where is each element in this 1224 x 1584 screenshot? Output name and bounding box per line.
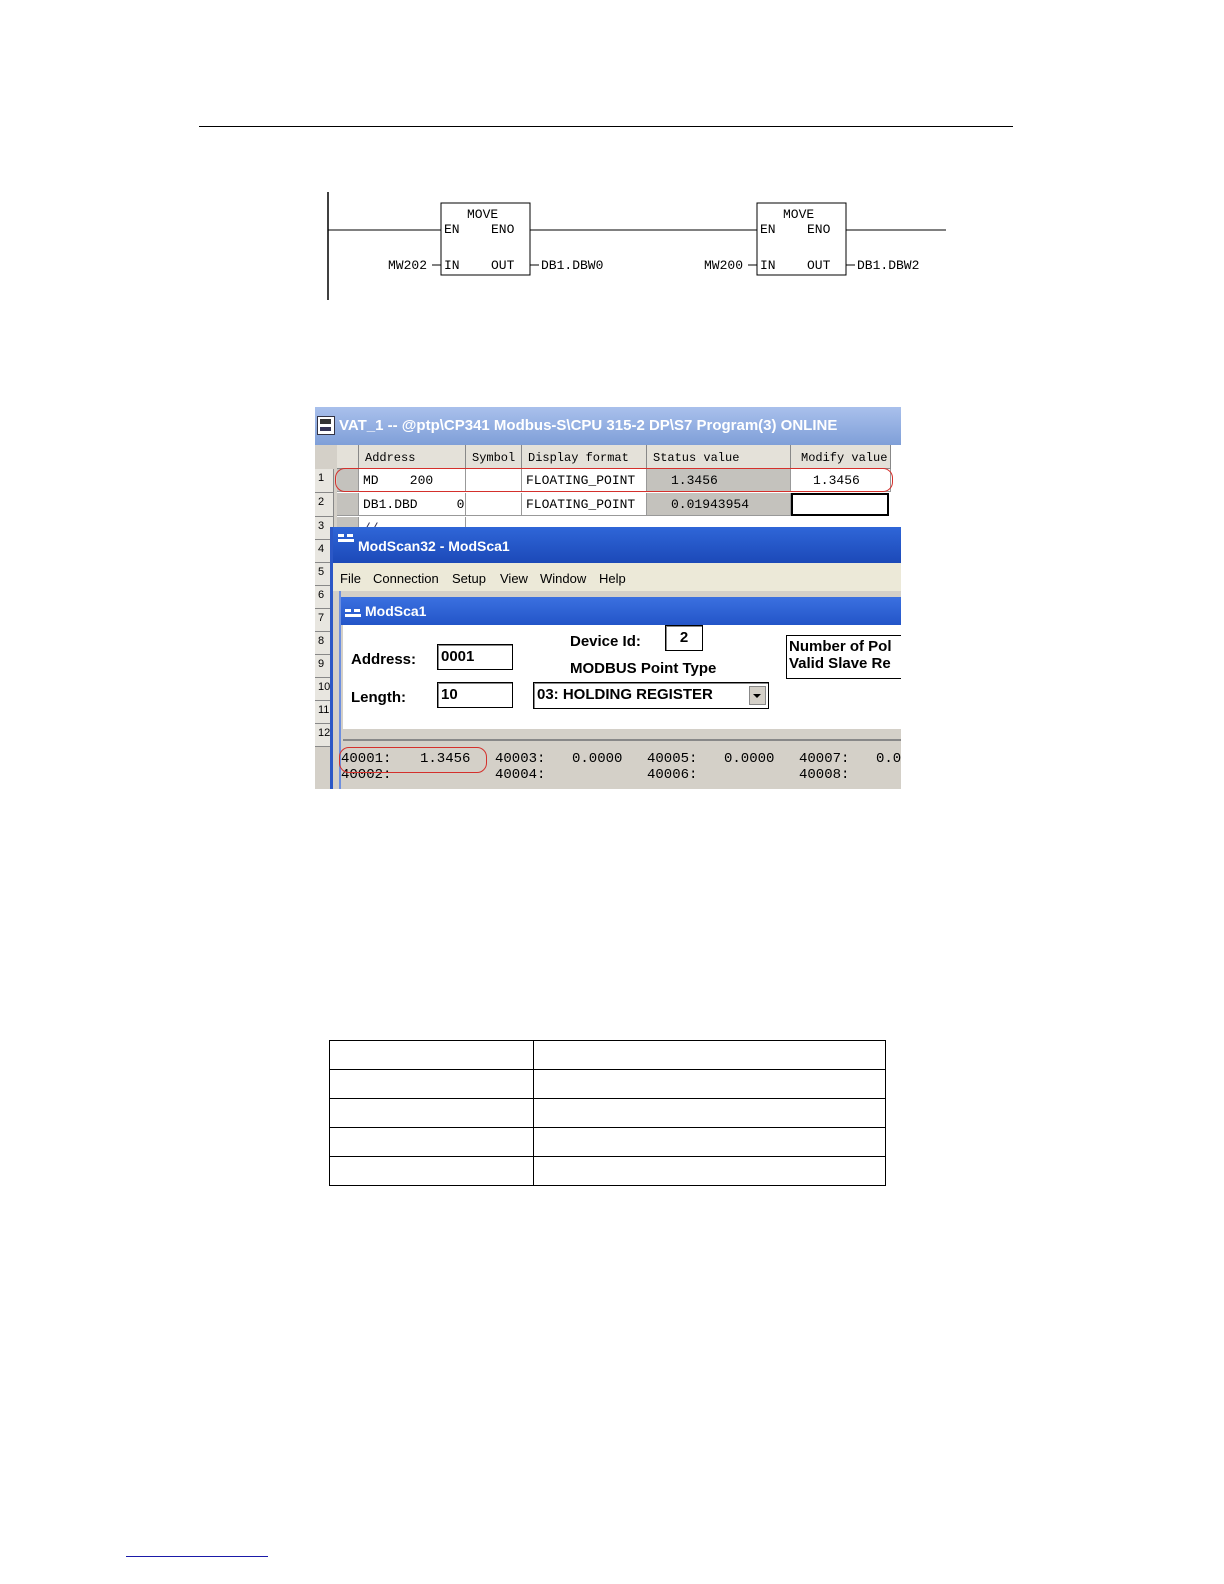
- block2-title: MOVE: [783, 207, 815, 222]
- row-number[interactable]: 5: [315, 563, 334, 586]
- menu-view[interactable]: View: [500, 571, 528, 586]
- chevron-down-icon[interactable]: [749, 686, 766, 705]
- block2-in: IN: [760, 258, 776, 273]
- poll-status-box: [786, 635, 901, 679]
- register-value: 1.3456: [420, 751, 471, 767]
- row-number[interactable]: 9: [315, 655, 334, 678]
- address-label: Address:: [351, 651, 417, 668]
- table-cell: [534, 1041, 886, 1070]
- table-cell: [330, 1099, 534, 1128]
- child-title: ModSca1: [365, 603, 427, 619]
- menu-file[interactable]: File: [340, 571, 361, 586]
- modscan-app-icon: [338, 534, 354, 544]
- cell-format[interactable]: FLOATING_POINT: [522, 493, 647, 516]
- block1-en: EN: [444, 222, 460, 237]
- row-number[interactable]: 11: [315, 701, 334, 724]
- register-label: 40007:: [799, 751, 850, 767]
- vat-title: VAT_1 -- @ptp\CP341 Modbus-S\CPU 315-2 DP\S7 Program(3) ONLINE: [339, 417, 838, 434]
- length-input[interactable]: 10: [437, 682, 513, 708]
- ladder-diagram: [320, 188, 960, 306]
- table-cell: [534, 1099, 886, 1128]
- row-number[interactable]: 2: [315, 493, 334, 517]
- block2-out-operand: DB1.DBW2: [857, 258, 920, 273]
- menu-help[interactable]: Help: [599, 571, 626, 586]
- register-value: 0.0000: [572, 751, 623, 767]
- row-number[interactable]: 3: [315, 517, 334, 540]
- header-rule: [199, 126, 1013, 127]
- col-status-value[interactable]: Status value: [647, 445, 791, 469]
- cell-address[interactable]: DB1.DBD 0: [359, 493, 466, 516]
- table-row: [330, 1157, 886, 1186]
- table-cell: [330, 1128, 534, 1157]
- block1-out-operand: DB1.DBW0: [541, 258, 604, 273]
- block1-out: OUT: [491, 258, 515, 273]
- register-label: 40003:: [495, 751, 546, 767]
- register-label: 40006:: [647, 767, 698, 783]
- block2-eno: ENO: [807, 222, 831, 237]
- row-number[interactable]: 10: [315, 678, 334, 701]
- row-number[interactable]: 12: [315, 724, 334, 747]
- vat-table: [337, 445, 901, 531]
- table-cell: [330, 1041, 534, 1070]
- col-address[interactable]: Address: [359, 445, 466, 469]
- block2-in-operand: MW200: [704, 258, 744, 273]
- device-id-input[interactable]: 2: [665, 625, 703, 651]
- highlight-row1: [335, 468, 893, 492]
- modsca1-child-window: [339, 591, 901, 789]
- block1-eno: ENO: [491, 222, 515, 237]
- table-row: [330, 1070, 886, 1099]
- child-title-bar[interactable]: [341, 597, 901, 625]
- footer-rule: [126, 1556, 268, 1557]
- menu-setup[interactable]: Setup: [452, 571, 486, 586]
- vat-app-icon: [317, 416, 335, 435]
- table-cell: [534, 1157, 886, 1186]
- col-symbol[interactable]: Symbol: [466, 445, 522, 469]
- screenshot-figure: [315, 407, 901, 789]
- point-type-label: MODBUS Point Type: [570, 660, 717, 677]
- address-input[interactable]: 0001: [437, 644, 513, 670]
- valid-slave-text: Valid Slave Re: [789, 655, 891, 672]
- row-number[interactable]: 1: [315, 469, 334, 493]
- child-window-icon: [345, 609, 361, 619]
- block1-in: IN: [444, 258, 460, 273]
- table-cell: [330, 1157, 534, 1186]
- register-label: 40001:: [341, 751, 392, 767]
- block2-out: OUT: [807, 258, 831, 273]
- register-value: 0.0000: [724, 751, 775, 767]
- menu-connection[interactable]: Connection: [373, 571, 439, 586]
- empty-table: [329, 1040, 886, 1186]
- cell-format[interactable]: FLOATING_POINT: [522, 469, 647, 492]
- point-type-select[interactable]: [533, 682, 769, 709]
- device-id-label: Device Id:: [570, 633, 641, 650]
- col-display-format[interactable]: Display format: [522, 445, 647, 469]
- table-row: [330, 1128, 886, 1157]
- row-number[interactable]: 8: [315, 632, 334, 655]
- table-row: [330, 1041, 886, 1070]
- table-cell: [330, 1070, 534, 1099]
- cell-address[interactable]: MD 200: [359, 469, 466, 492]
- table-row: [330, 1099, 886, 1128]
- highlight-40001: [339, 747, 487, 773]
- register-label: 40005:: [647, 751, 698, 767]
- point-type-value: 03: HOLDING REGISTER: [537, 686, 713, 703]
- row-number[interactable]: 7: [315, 609, 334, 632]
- modscan-title-bar[interactable]: [333, 527, 901, 563]
- cell-modify[interactable]: 1.3456: [791, 469, 891, 492]
- register-label: 40002:: [341, 767, 392, 783]
- register-value: 0.0: [876, 751, 901, 767]
- cell-symbol[interactable]: [466, 493, 522, 516]
- modscan-title: ModScan32 - ModSca1: [358, 538, 510, 554]
- table-cell: [534, 1070, 886, 1099]
- row-selector[interactable]: [337, 493, 359, 516]
- block2-en: EN: [760, 222, 776, 237]
- register-display: [343, 739, 901, 789]
- register-label: 40008:: [799, 767, 850, 783]
- cell-modify-active[interactable]: [791, 493, 889, 516]
- block1-in-operand: MW202: [388, 258, 428, 273]
- col-modify-value[interactable]: Modify value: [791, 445, 891, 469]
- modscan-window: [330, 527, 901, 789]
- block1-title: MOVE: [467, 207, 499, 222]
- row-number[interactable]: 4: [315, 540, 334, 563]
- length-label: Length:: [351, 689, 406, 706]
- row-number[interactable]: 6: [315, 586, 334, 609]
- modscan-menu-bar: [333, 563, 901, 591]
- register-label: 40004:: [495, 767, 546, 783]
- modscan-config-panel: [343, 625, 901, 729]
- table-corner-icon[interactable]: [337, 445, 359, 469]
- vat-title-bar: [315, 407, 901, 445]
- table-cell: [534, 1128, 886, 1157]
- poll-count-text: Number of Pol: [789, 638, 892, 655]
- menu-window[interactable]: Window: [540, 571, 587, 586]
- cell-status: 0.01943954: [647, 493, 791, 516]
- cell-status: 1.3456: [647, 469, 791, 492]
